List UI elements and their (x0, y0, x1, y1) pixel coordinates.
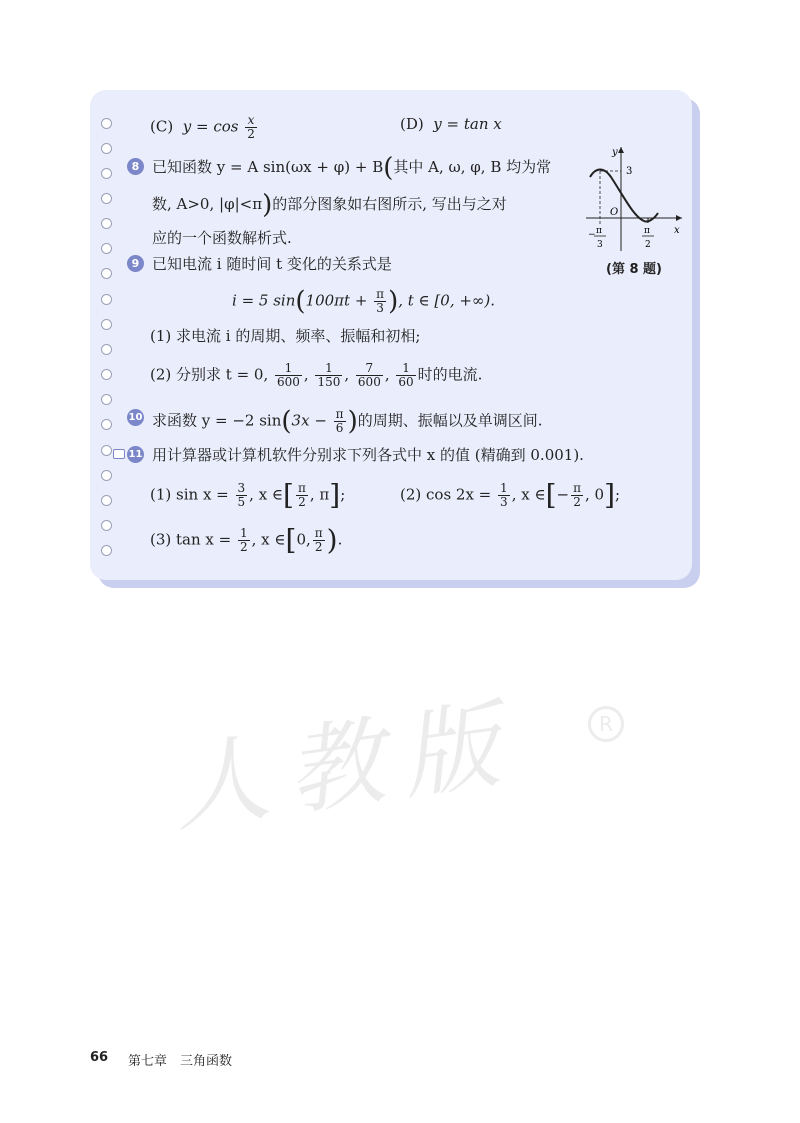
question-number-badge: 8 (127, 158, 144, 175)
binder-ring (101, 470, 112, 481)
binder-ring (101, 520, 112, 531)
binder-ring (101, 143, 112, 154)
binder-ring (101, 268, 112, 279)
binder-ring (101, 294, 112, 305)
fraction: $\frac{\pi}{2}$ (314, 526, 323, 554)
binder-ring (101, 545, 112, 556)
q7-option-c: (C) y = cos $\frac{x}{2}$ (150, 113, 255, 141)
binder-ring (101, 495, 112, 506)
page-number: 66 (90, 1050, 109, 1065)
question-number-badge: 11 (127, 446, 144, 463)
sine-graph-figure (586, 143, 686, 253)
fraction: $\frac{1}{2}$ (240, 526, 248, 554)
x-left-sign: − (588, 230, 596, 240)
fraction: $\frac{3}{5}$ (237, 481, 246, 509)
q7-option-d: (D) y = tan x (400, 115, 502, 133)
q11-part-1: (1) sin x = $\frac{3}{5}$ , x ∈[ $\frac{\pi}{2}$ , π]; (150, 478, 346, 512)
binder-ring (101, 118, 112, 129)
x-axis-label: x (674, 225, 680, 236)
binder-ring (101, 193, 112, 204)
binder-ring (101, 394, 112, 405)
q9-part-2: (2) 分别求 t = 0, $\frac{1}{600}$ , $\frac{1}{150}$ , $\frac{7}{600}$ , $\frac{1}{60}$ 时的电流. (150, 361, 483, 389)
binder-ring (101, 445, 112, 456)
q11-part-2: (2) cos 2x = $\frac{1}{3}$ , x ∈[− $\frac{\pi}{2}$ , 0]; (400, 478, 621, 512)
binder-ring (101, 344, 112, 355)
publisher-watermark: 人教版 (164, 686, 526, 846)
q11-part-3: (3) tan x = $\frac{1}{2}$ , x ∈[0, $\frac{\pi}{2}$ ). (150, 523, 343, 557)
fraction: $\frac{\pi}{2}$ (297, 481, 306, 509)
fraction: $\frac{1}{150}$ (317, 361, 341, 389)
x-right-den: 2 (645, 240, 651, 250)
fraction: $\frac{\pi}{2}$ (573, 481, 581, 509)
fraction: $\frac{\pi}{3}$ (376, 287, 385, 315)
q10-line: 求函数 y = −2 sin(3x − $\frac{\pi}{6}$ )的周期、振幅以及单调区间. (152, 406, 543, 437)
binder-ring (101, 369, 112, 380)
y-axis-label: y (612, 147, 618, 158)
binder-ring (101, 243, 112, 254)
fraction: $\frac{x}{2}$ (247, 113, 255, 141)
q8-line-3: 应的一个函数解析式. (152, 229, 292, 247)
x-axis-arrow (676, 215, 682, 221)
chapter-title: 第七章 三角函数 (128, 1054, 233, 1069)
q9-part-1: (1) 求电流 i 的周期、频率、振幅和初相; (150, 327, 421, 345)
q9-equation: i = 5 sin(100πt + $\frac{\pi}{3}$ ), t ∈ [0, +∞). (232, 286, 496, 317)
registered-mark: R (588, 706, 624, 742)
origin-label: O (610, 207, 619, 218)
fraction: $\frac{1}{600}$ (277, 361, 300, 389)
y-max-label: 3 (626, 166, 633, 177)
x-left-num: π (596, 226, 602, 236)
q9-line-1: 已知电流 i 随时间 t 变化的关系式是 (152, 255, 392, 273)
computer-icon (113, 449, 125, 459)
y-axis-arrow (618, 147, 624, 153)
q8-line-1: 已知函数 y = A sin(ωx + φ) + B(其中 A, ω, φ, B 均为常 (152, 153, 552, 183)
binder-ring (101, 419, 112, 430)
x-right-num: π (644, 226, 650, 236)
fraction: $\frac{1}{60}$ (398, 361, 414, 389)
q8-line-2: 数, A>0, |φ|<π)的部分图象如右图所示, 写出与之对 (152, 190, 507, 220)
question-number-badge: 9 (127, 255, 144, 272)
fraction: $\frac{1}{3}$ (500, 481, 508, 509)
x-left-den: 3 (597, 240, 603, 250)
binder-ring (101, 218, 112, 229)
question-number-badge: 10 (127, 409, 144, 426)
fraction: $\frac{7}{600}$ (357, 361, 381, 389)
fraction: $\frac{\pi}{6}$ (335, 407, 344, 435)
figure-caption: (第 8 题) (606, 262, 662, 277)
q11-line-1: 用计算器或计算机软件分别求下列各式中 x 的值 (精确到 0.001). (152, 446, 584, 464)
binder-ring (101, 168, 112, 179)
binder-ring (101, 319, 112, 330)
